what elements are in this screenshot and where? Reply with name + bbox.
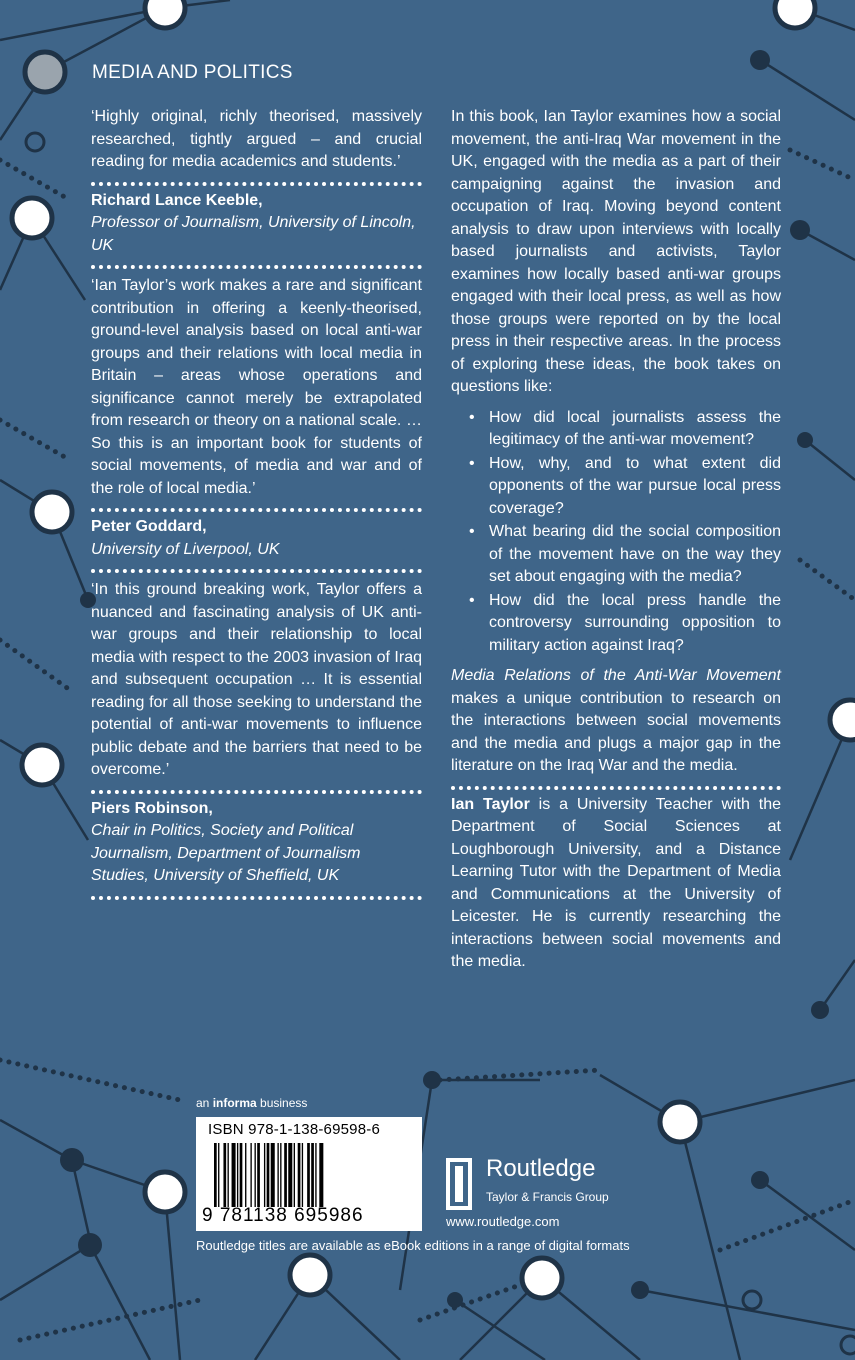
dotted-divider: [91, 182, 422, 186]
book-title: Media Relations of the Anti-War Movement: [451, 667, 781, 684]
dotted-divider: [91, 569, 422, 573]
dotted-divider: [451, 786, 781, 790]
informa-tagline: an informa business: [196, 1096, 308, 1110]
author-name: Ian Taylor: [451, 795, 530, 813]
book-contribution: Media Relations of the Anti-War Movement makes a unique contribution to research on the interactions between social movements and the media and plugs a major gap in the literature on the Iraq War and the media.: [451, 667, 781, 774]
bullet-icon: •: [469, 454, 475, 472]
endorser-name: Richard Lance Keeble,: [91, 191, 263, 209]
barcode-number: 9 781138 695986: [202, 1205, 364, 1226]
publisher-name: Routledge: [486, 1155, 596, 1182]
bullet-icon: •: [469, 523, 475, 540]
list-item: • How did local journalists assess the legitimacy of the anti-war movement?: [469, 408, 781, 448]
book-description: In this book, Ian Taylor examines how a social movement, the anti-Iraq War movement in the UK, engaged with the media as a part of their campaigning against the invasion and occupation of Iraq. Moving beyond content analysis to draw upon interviews with locally based journalists and activists, Taylor examines how locally based anti-war groups engaged with their local press, as well as how those groups were reported on by the local press in their respective areas. In the process of exploring these ideas, the book takes on questions like:: [451, 108, 781, 395]
endorser-affiliation: Professor of Journalism, University of Lincoln, UK: [91, 214, 416, 254]
author-bio: Ian Taylor is a University Teacher with the Department of Social Sciences at Loughborough University, and a Distance Learning Tutor with the Department of Media and Communications at the University of Leicester. He is currently researching the interactions between social movements and the media.: [451, 795, 782, 970]
publisher-url[interactable]: www.routledge.com: [446, 1214, 560, 1229]
dotted-divider: [91, 790, 422, 794]
endorsement-quote: ‘Ian Taylor’s work makes a rare and significant contribution in offering a keenly-theorised, ground-level analysis based on local anti-war groups and their relations with local media in Britain – areas whose operations and significance cannot merely be extrapolated from research or theory on a national scale. … So this is an important book for students of social movements, of media and war and of the role of local media.’: [91, 277, 422, 497]
isbn-label: ISBN 978-1-138-69598-6: [208, 1121, 381, 1138]
endorser-affiliation: Chair in Politics, Society and Political Journalism, Department of Journalism Studies, University of Sheffield, UK: [91, 822, 361, 884]
publisher-group: Taylor & Francis Group: [486, 1190, 609, 1204]
isbn-barcode: [196, 1117, 422, 1231]
endorser-name: Piers Robinson,: [91, 799, 213, 817]
endorser-name: Peter Goddard,: [91, 518, 207, 535]
endorsement-quote: ‘In this ground breaking work, Taylor offers a nuanced and fascinating analysis of UK anti-war groups and their relationship to local media with respect to the 2003 invasion of Iraq and subsequent occupation … It is essential reading for all those seeking to understand the potential of anti-war movements to influence public debate and the barriers that need to be overcome.’: [91, 581, 422, 778]
questions-list: [467, 407, 781, 658]
list-item: • How did the local press handle the controversy surrounding opposition to military action against Iraq?: [469, 591, 781, 654]
series-title: MEDIA AND POLITICS: [92, 62, 293, 83]
endorser-affiliation: University of Liverpool, UK: [91, 540, 280, 558]
dotted-divider: [91, 265, 422, 269]
bullet-icon: •: [469, 408, 475, 426]
endorsement-quote: ‘Highly original, richly theorised, massively researched, tightly argued – and crucial reading for media academics and students.’: [91, 108, 422, 170]
dotted-divider: [91, 896, 422, 900]
list-item: • How, why, and to what extent did opponents of the war pursue local press coverage?: [469, 454, 781, 517]
routledge-logo-icon: [446, 1158, 472, 1210]
description-column: [451, 106, 781, 974]
ebook-note: Routledge titles are available as eBook editions in a range of digital formats: [196, 1238, 630, 1253]
barcode-bars: [214, 1143, 414, 1207]
dotted-divider: [91, 508, 422, 512]
endorsements-column: [91, 106, 422, 904]
list-item: • What bearing did the social composition of the movement have on the way they set about engaging with the media?: [469, 523, 781, 585]
bullet-icon: •: [469, 591, 475, 609]
